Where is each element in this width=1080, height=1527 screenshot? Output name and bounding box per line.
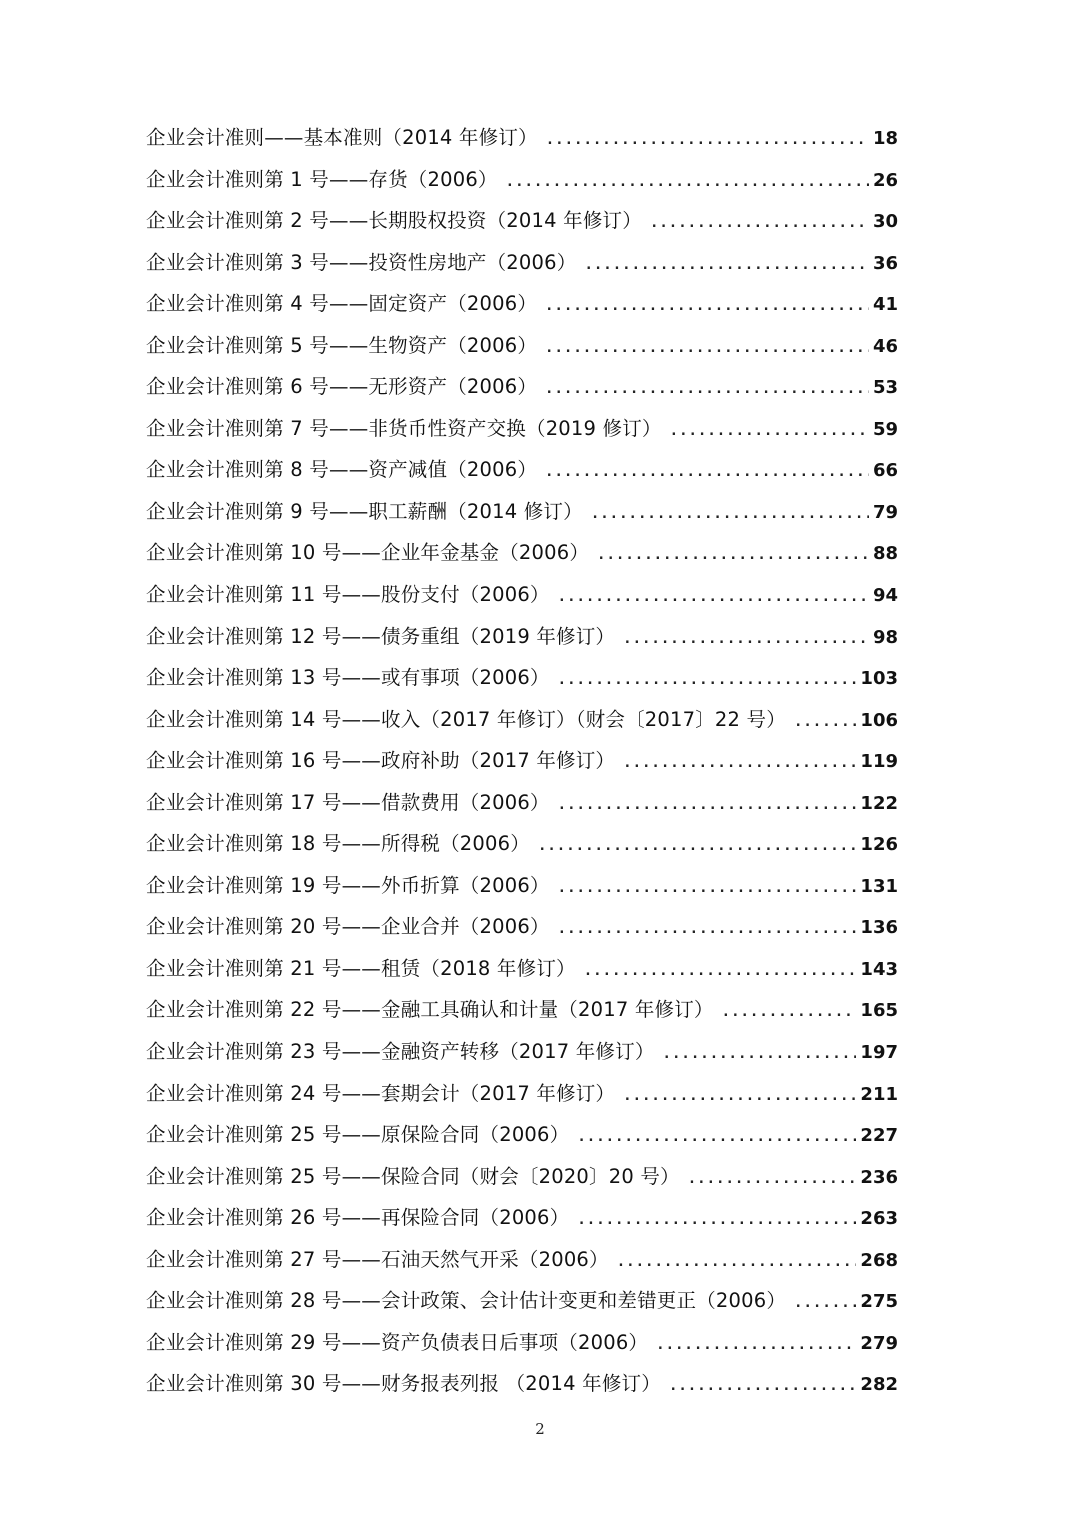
dot-leader [623,619,869,661]
toc-entry-page: 106 [860,709,898,731]
toc-entry[interactable] [146,574,898,616]
toc-entry-title: 企业会计准则第 28 号——会计政策、会计估计变更和差错更正（2006） [146,1289,787,1313]
toc-entry[interactable] [146,1363,898,1405]
toc-entry-page: 66 [872,460,898,482]
toc-entry[interactable] [146,1073,898,1115]
dot-leader [506,162,869,204]
dot-leader [538,826,856,868]
table-of-contents [146,117,898,1405]
toc-entry-title: 企业会计准则第 29 号——资产负债表日后事项（2006） [146,1330,649,1354]
toc-entry[interactable] [146,1197,898,1239]
dot-leader [623,743,856,785]
toc-entry-page: 282 [860,1374,898,1396]
toc-entry-title: 企业会计准则——基本准则（2014 年修订） [146,126,538,149]
toc-entry[interactable] [146,117,898,159]
toc-entry[interactable] [146,159,898,201]
toc-entry-page: 41 [872,294,898,316]
toc-entry[interactable] [146,657,898,699]
dot-leader [558,868,857,910]
toc-entry-title: 企业会计准则第 14 号——收入（2017 年修订）（财会〔2017〕22 号） [146,707,786,731]
toc-entry-title: 企业会计准则第 22 号——金融工具确认和计量（2017 年修订） [146,998,714,1022]
toc-entry[interactable] [146,1322,898,1364]
toc-entry[interactable] [146,1239,898,1281]
toc-entry-page: 119 [860,751,898,773]
toc-entry-page: 88 [872,543,898,565]
toc-entry-title: 企业会计准则第 9 号——职工薪酬（2014 修订） [146,499,583,523]
dot-leader [577,1117,856,1159]
toc-entry-page: 53 [872,377,898,399]
toc-entry-page: 126 [860,834,898,856]
toc-entry-page: 268 [860,1249,898,1271]
toc-entry[interactable] [146,1280,898,1322]
toc-entry-page: 36 [872,252,898,274]
toc-entry-title: 企业会计准则第 27 号——石油天然气开采（2006） [146,1247,609,1271]
toc-entry-page: 227 [860,1125,898,1147]
dot-leader [545,286,869,328]
toc-entry-title: 企业会计准则第 1 号——存货（2006） [146,167,498,191]
toc-entry[interactable] [146,408,898,450]
toc-entry-title: 企业会计准则第 18 号——所得税（2006） [146,832,530,856]
toc-entry[interactable] [146,366,898,408]
toc-entry[interactable] [146,865,898,907]
dot-leader [558,660,857,702]
toc-entry[interactable] [146,699,898,741]
dot-leader [545,328,869,370]
toc-entry-page: 197 [860,1042,898,1064]
dot-leader [584,951,857,993]
dot-leader [656,1325,856,1367]
toc-entry[interactable] [146,491,898,533]
toc-entry-title: 企业会计准则第 26 号——再保险合同（2006） [146,1206,570,1230]
dot-leader [591,494,869,536]
toc-entry-title: 企业会计准则第 10 号——企业年金基金（2006） [146,541,590,565]
toc-entry-title: 企业会计准则第 25 号——原保险合同（2006） [146,1123,570,1147]
toc-entry-page: 98 [872,626,898,648]
dot-leader [558,577,869,619]
toc-entry-title: 企业会计准则第 5 号——生物资产（2006） [146,333,538,357]
dot-leader [545,452,869,494]
toc-entry[interactable] [146,532,898,574]
dot-leader [794,702,856,744]
dot-leader [623,1076,856,1118]
toc-entry-page: 94 [872,585,898,607]
dot-leader [722,992,857,1034]
toc-entry[interactable] [146,242,898,284]
toc-entry-title: 企业会计准则第 24 号——套期会计（2017 年修订） [146,1081,616,1105]
toc-entry-page: 211 [860,1083,898,1105]
dot-leader [558,909,857,951]
toc-entry-page: 30 [872,211,898,233]
page-number: 2 [535,1420,545,1438]
dot-leader [794,1283,856,1325]
toc-entry-page: 143 [860,958,898,980]
toc-entry[interactable] [146,906,898,948]
toc-entry-title: 企业会计准则第 7 号——非货币性资产交换（2019 修订） [146,416,662,440]
dot-leader [669,1366,856,1408]
toc-entry[interactable] [146,1156,898,1198]
toc-entry-page: 165 [860,1000,898,1022]
toc-entry[interactable] [146,1031,898,1073]
toc-entry-title: 企业会计准则第 25 号——保险合同（财会〔2020〕20 号） [146,1164,680,1188]
toc-entry-title: 企业会计准则第 13 号——或有事项（2006） [146,666,550,690]
toc-entry[interactable] [146,616,898,658]
toc-entry[interactable] [146,1114,898,1156]
toc-entry-title: 企业会计准则第 2 号——长期股权投资（2014 年修订） [146,209,642,233]
toc-entry-page: 236 [860,1166,898,1188]
toc-entry[interactable] [146,740,898,782]
dot-leader [688,1159,857,1201]
dot-leader [597,535,869,577]
toc-entry[interactable] [146,200,898,242]
toc-entry[interactable] [146,823,898,865]
dot-leader [617,1242,857,1284]
toc-entry[interactable] [146,989,898,1031]
toc-entry-page: 46 [872,335,898,357]
toc-entry-page: 279 [860,1332,898,1354]
toc-entry-page: 103 [860,668,898,690]
dot-leader [545,369,869,411]
toc-entry-page: 18 [872,128,898,149]
toc-entry[interactable] [146,782,898,824]
toc-entry-title: 企业会计准则第 16 号——政府补助（2017 年修订） [146,749,616,773]
toc-entry-title: 企业会计准则第 12 号——债务重组（2019 年修订） [146,624,616,648]
toc-entry-title: 企业会计准则第 17 号——借款费用（2006） [146,790,550,814]
dot-leader [546,120,869,162]
toc-entry-title: 企业会计准则第 23 号——金融资产转移（2017 年修订） [146,1040,655,1064]
toc-entry[interactable] [146,948,898,990]
dot-leader [663,1034,857,1076]
toc-entry-page: 136 [860,917,898,939]
toc-entry-page: 122 [860,792,898,814]
toc-entry[interactable] [146,283,898,325]
dot-leader [650,203,869,245]
toc-entry-page: 131 [860,875,898,897]
toc-entry-title: 企业会计准则第 30 号——财务报表列报 （2014 年修订） [146,1372,661,1396]
toc-entry-title: 企业会计准则第 20 号——企业合并（2006） [146,915,550,939]
dot-leader [577,1200,856,1242]
toc-entry-title: 企业会计准则第 3 号——投资性房地产（2006） [146,250,577,274]
toc-entry-page: 275 [860,1291,898,1313]
toc-entry-title: 企业会计准则第 11 号——股份支付（2006） [146,583,550,607]
dot-leader [558,785,857,827]
toc-entry-page: 26 [872,169,898,191]
toc-entry[interactable] [146,325,898,367]
toc-entry-title: 企业会计准则第 21 号——租赁（2018 年修订） [146,956,576,980]
dot-leader [670,411,869,453]
toc-entry[interactable] [146,449,898,491]
toc-entry-page: 59 [872,418,898,440]
toc-entry-page: 263 [860,1208,898,1230]
toc-entry-page: 79 [872,501,898,523]
toc-entry-title: 企业会计准则第 4 号——固定资产（2006） [146,292,538,316]
toc-entry-title: 企业会计准则第 8 号——资产减值（2006） [146,458,538,482]
toc-entry-title: 企业会计准则第 6 号——无形资产（2006） [146,375,538,399]
dot-leader [584,245,869,287]
toc-entry-title: 企业会计准则第 19 号——外币折算（2006） [146,873,550,897]
